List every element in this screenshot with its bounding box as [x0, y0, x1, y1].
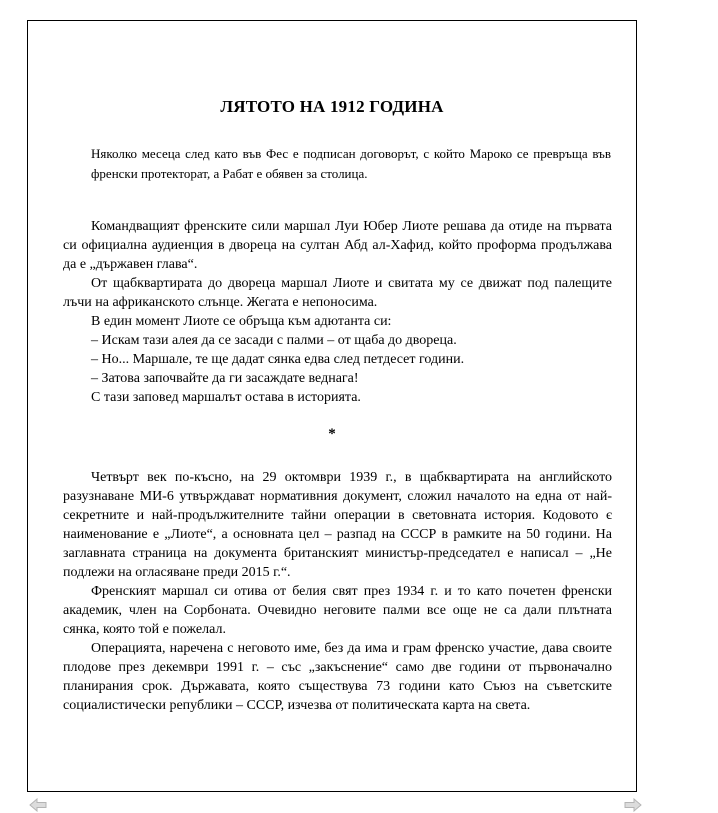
paragraph: Френският маршал си отива от белия свят през 1934 г. и то като почетен френски академик, член на Сорбоната. Очевидно неговите палми все още не са дали плътната сянка, която той е пожелал.	[63, 584, 612, 637]
document-title: ЛЯТОТО НА 1912 ГОДИНА	[220, 97, 444, 116]
arrow-right-icon[interactable]	[624, 798, 642, 812]
section-2	[63, 468, 612, 715]
paragraph: Операцията, наречена с неговото име, без да има и грам френско участие, дава своите плодове през декември 1991 г. – със „закъснение“ само две години от първоначално планирания срок. Държавата, която съществува 73 години като Съюз на съветските социалистически републики – СССР, изчезва от политическата карта на света.	[63, 641, 612, 713]
paragraph: Командващият френските сили маршал Луи Юбер Лиоте решава да отиде на първата си официална аудиенция в двореца на султан Абд ал-Хафид, който проформа продължава да е „държавен глава“.	[63, 219, 612, 272]
dialogue-line: – Но... Маршале, те ще дадат сянка едва след петдесет години.	[91, 352, 465, 367]
arrow-left-icon[interactable]	[29, 798, 47, 812]
paragraph: В един момент Лиоте се обръща към адютанта си:	[91, 314, 392, 329]
section-separator: *	[328, 426, 336, 442]
section-1	[63, 217, 612, 407]
paragraph: С тази заповед маршалът остава в историята.	[91, 390, 361, 405]
document-page	[27, 20, 637, 792]
dialogue-line: – Затова започвайте да ги засаждате веднага!	[91, 371, 359, 386]
dialogue-line: – Искам тази алея да се засади с палми – от щаба до двореца.	[91, 333, 457, 348]
intro-paragraph: Няколко месеца след като във Фес е подписан договорът, с който Мароко се превръща във френски протекторат, а Рабат е обявен за столица.	[91, 146, 611, 181]
paragraph: Четвърт век по-късно, на 29 октомври 1939 г., в щабквартирата на английското разузнаване МИ-6 утвърждават нормативния документ, сложил началото на една от най-секретните и най-продължителните тайни операции в световната история. Кодовото є наименование е „Лиоте“, а основната цел – разпад на СССР в рамките на 50 години. На заглавната страница на документа британският министър-председател е написал – „Не подлежи на огласяване преди 2015 г.“.	[63, 470, 612, 580]
paragraph: От щабквартирата до двореца маршал Лиоте и свитата му се движат под палещите лъчи на африканското слънце. Жегата е непоносима.	[63, 276, 612, 310]
